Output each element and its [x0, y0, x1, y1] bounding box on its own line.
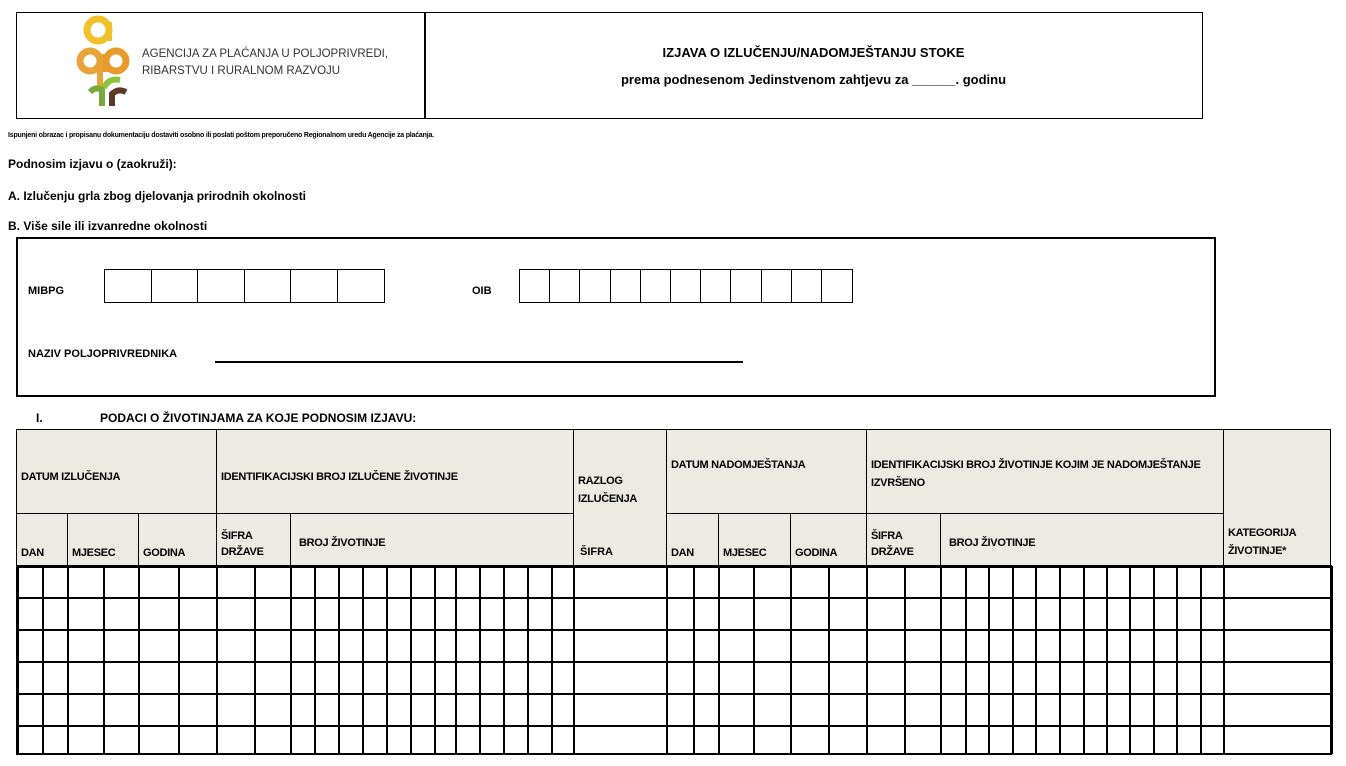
- sub-country-code: [216, 513, 291, 567]
- header-divider: [424, 12, 426, 119]
- sub-text: GODINA: [143, 547, 186, 559]
- sub-text: BROJ ŽIVOTINJE: [949, 537, 1036, 549]
- digit-box[interactable]: [337, 269, 385, 303]
- sub-year-r: [790, 513, 867, 567]
- digit-box[interactable]: [821, 269, 853, 303]
- hdr-text: IDENTIFIKACIJSKI BROJ IZLUČENE ŽIVOTINJE: [221, 471, 458, 483]
- table-row-line: [16, 661, 1332, 663]
- digit-box[interactable]: [610, 269, 642, 303]
- reason-code-label: ŠIFRA: [580, 546, 613, 558]
- digit-box[interactable]: [244, 269, 292, 303]
- sub-text: MJESEC: [723, 547, 767, 559]
- digit-box[interactable]: [761, 269, 793, 303]
- digit-box[interactable]: [197, 269, 245, 303]
- sub-text: DAN: [21, 547, 44, 559]
- hdr-text: KATEGORIJA ŽIVOTINJE*: [1228, 527, 1296, 557]
- sub-year: [138, 513, 217, 567]
- sub-day-r: [666, 513, 719, 567]
- option-b[interactable]: B. Više sile ili izvanredne okolnosti: [8, 219, 208, 233]
- sub-text: ŠIFRA DRŽAVE: [221, 530, 264, 558]
- sub-country-code-r: [866, 513, 941, 567]
- sub-text: DAN: [671, 547, 694, 559]
- hdr-text: IDENTIFIKACIJSKI BROJ ŽIVOTINJE KOJIM JE NADOMJEŠTANJE IZVRŠENO: [871, 459, 1201, 489]
- table-row-line: [16, 725, 1332, 727]
- hdr-text: DATUM NADOMJEŠTANJA: [671, 459, 806, 471]
- digit-box[interactable]: [579, 269, 611, 303]
- table-row-line: [16, 597, 1332, 599]
- sub-text: GODINA: [795, 547, 838, 559]
- farmer-name-label: NAZIV POLJOPRIVREDNIKA: [28, 348, 178, 360]
- sub-animal-number: [290, 513, 574, 567]
- hdr-id-replaced: [866, 429, 1224, 514]
- oib-label: OIB: [472, 285, 492, 297]
- sub-text: BROJ ŽIVOTINJE: [299, 537, 386, 549]
- agency-name-line2: RIBARSTVU I RURALNOM RAZVOJU: [142, 65, 341, 77]
- sub-month-r: [718, 513, 791, 567]
- sub-animal-number-r: [940, 513, 1224, 567]
- digit-box[interactable]: [640, 269, 672, 303]
- digit-box[interactable]: [104, 269, 152, 303]
- sub-text: MJESEC: [72, 547, 116, 559]
- digit-box[interactable]: [700, 269, 732, 303]
- sub-text: ŠIFRA DRŽAVE: [871, 530, 914, 558]
- digit-box[interactable]: [519, 269, 551, 303]
- section-title: PODACI O ŽIVOTINJAMA ZA KOJE PODNOSIM IZJAVU:: [100, 411, 417, 425]
- table-row-line: [16, 629, 1332, 631]
- digit-box[interactable]: [670, 269, 702, 303]
- hdr-id-culled: [216, 429, 574, 514]
- table-row-line: [16, 753, 1332, 755]
- statement-label: Podnosim izjavu o (zaokruži):: [8, 157, 177, 171]
- digit-box[interactable]: [549, 269, 581, 303]
- digit-box[interactable]: [151, 269, 199, 303]
- sub-month: [67, 513, 139, 567]
- hdr-category: [1223, 429, 1331, 567]
- form-title: IZJAVA O IZLUČENJU/NADOMJEŠTANJU STOKE: [662, 45, 965, 60]
- hdr-text: DATUM IZLUČENJA: [21, 471, 121, 483]
- mbpg-label: MIBPG: [28, 285, 65, 297]
- digit-box[interactable]: [290, 269, 338, 303]
- hdr-date-culled: [16, 429, 217, 514]
- agency-logo: [76, 14, 136, 106]
- applicant-box: [16, 237, 1216, 397]
- option-a[interactable]: A. Izlučenju grla zbog djelovanja prirodnih okolnosti: [8, 189, 307, 203]
- submission-note: Ispunjeni obrazac i propisanu dokumentaciju dostaviti osobno ili poslati poštom preporučeno Regionalnom uredu Agencije za plaćanja.: [8, 132, 434, 139]
- section-number: I.: [36, 411, 43, 425]
- digit-box[interactable]: [791, 269, 823, 303]
- agency-name-line1: AGENCIJA ZA PLAĆANJA U POLJOPRIVREDI,: [142, 48, 389, 60]
- farmer-name-field[interactable]: [215, 361, 743, 363]
- hdr-date-replaced: [666, 429, 867, 514]
- form-subtitle: prema podnesenom Jedinstvenom zahtjevu za ______. godinu: [620, 72, 1007, 87]
- table-row-line: [16, 565, 1332, 568]
- sub-day: [16, 513, 68, 567]
- table-row-line: [16, 693, 1332, 695]
- hdr-text: RAZLOG IZLUČENJA: [578, 475, 638, 505]
- digit-box[interactable]: [730, 269, 762, 303]
